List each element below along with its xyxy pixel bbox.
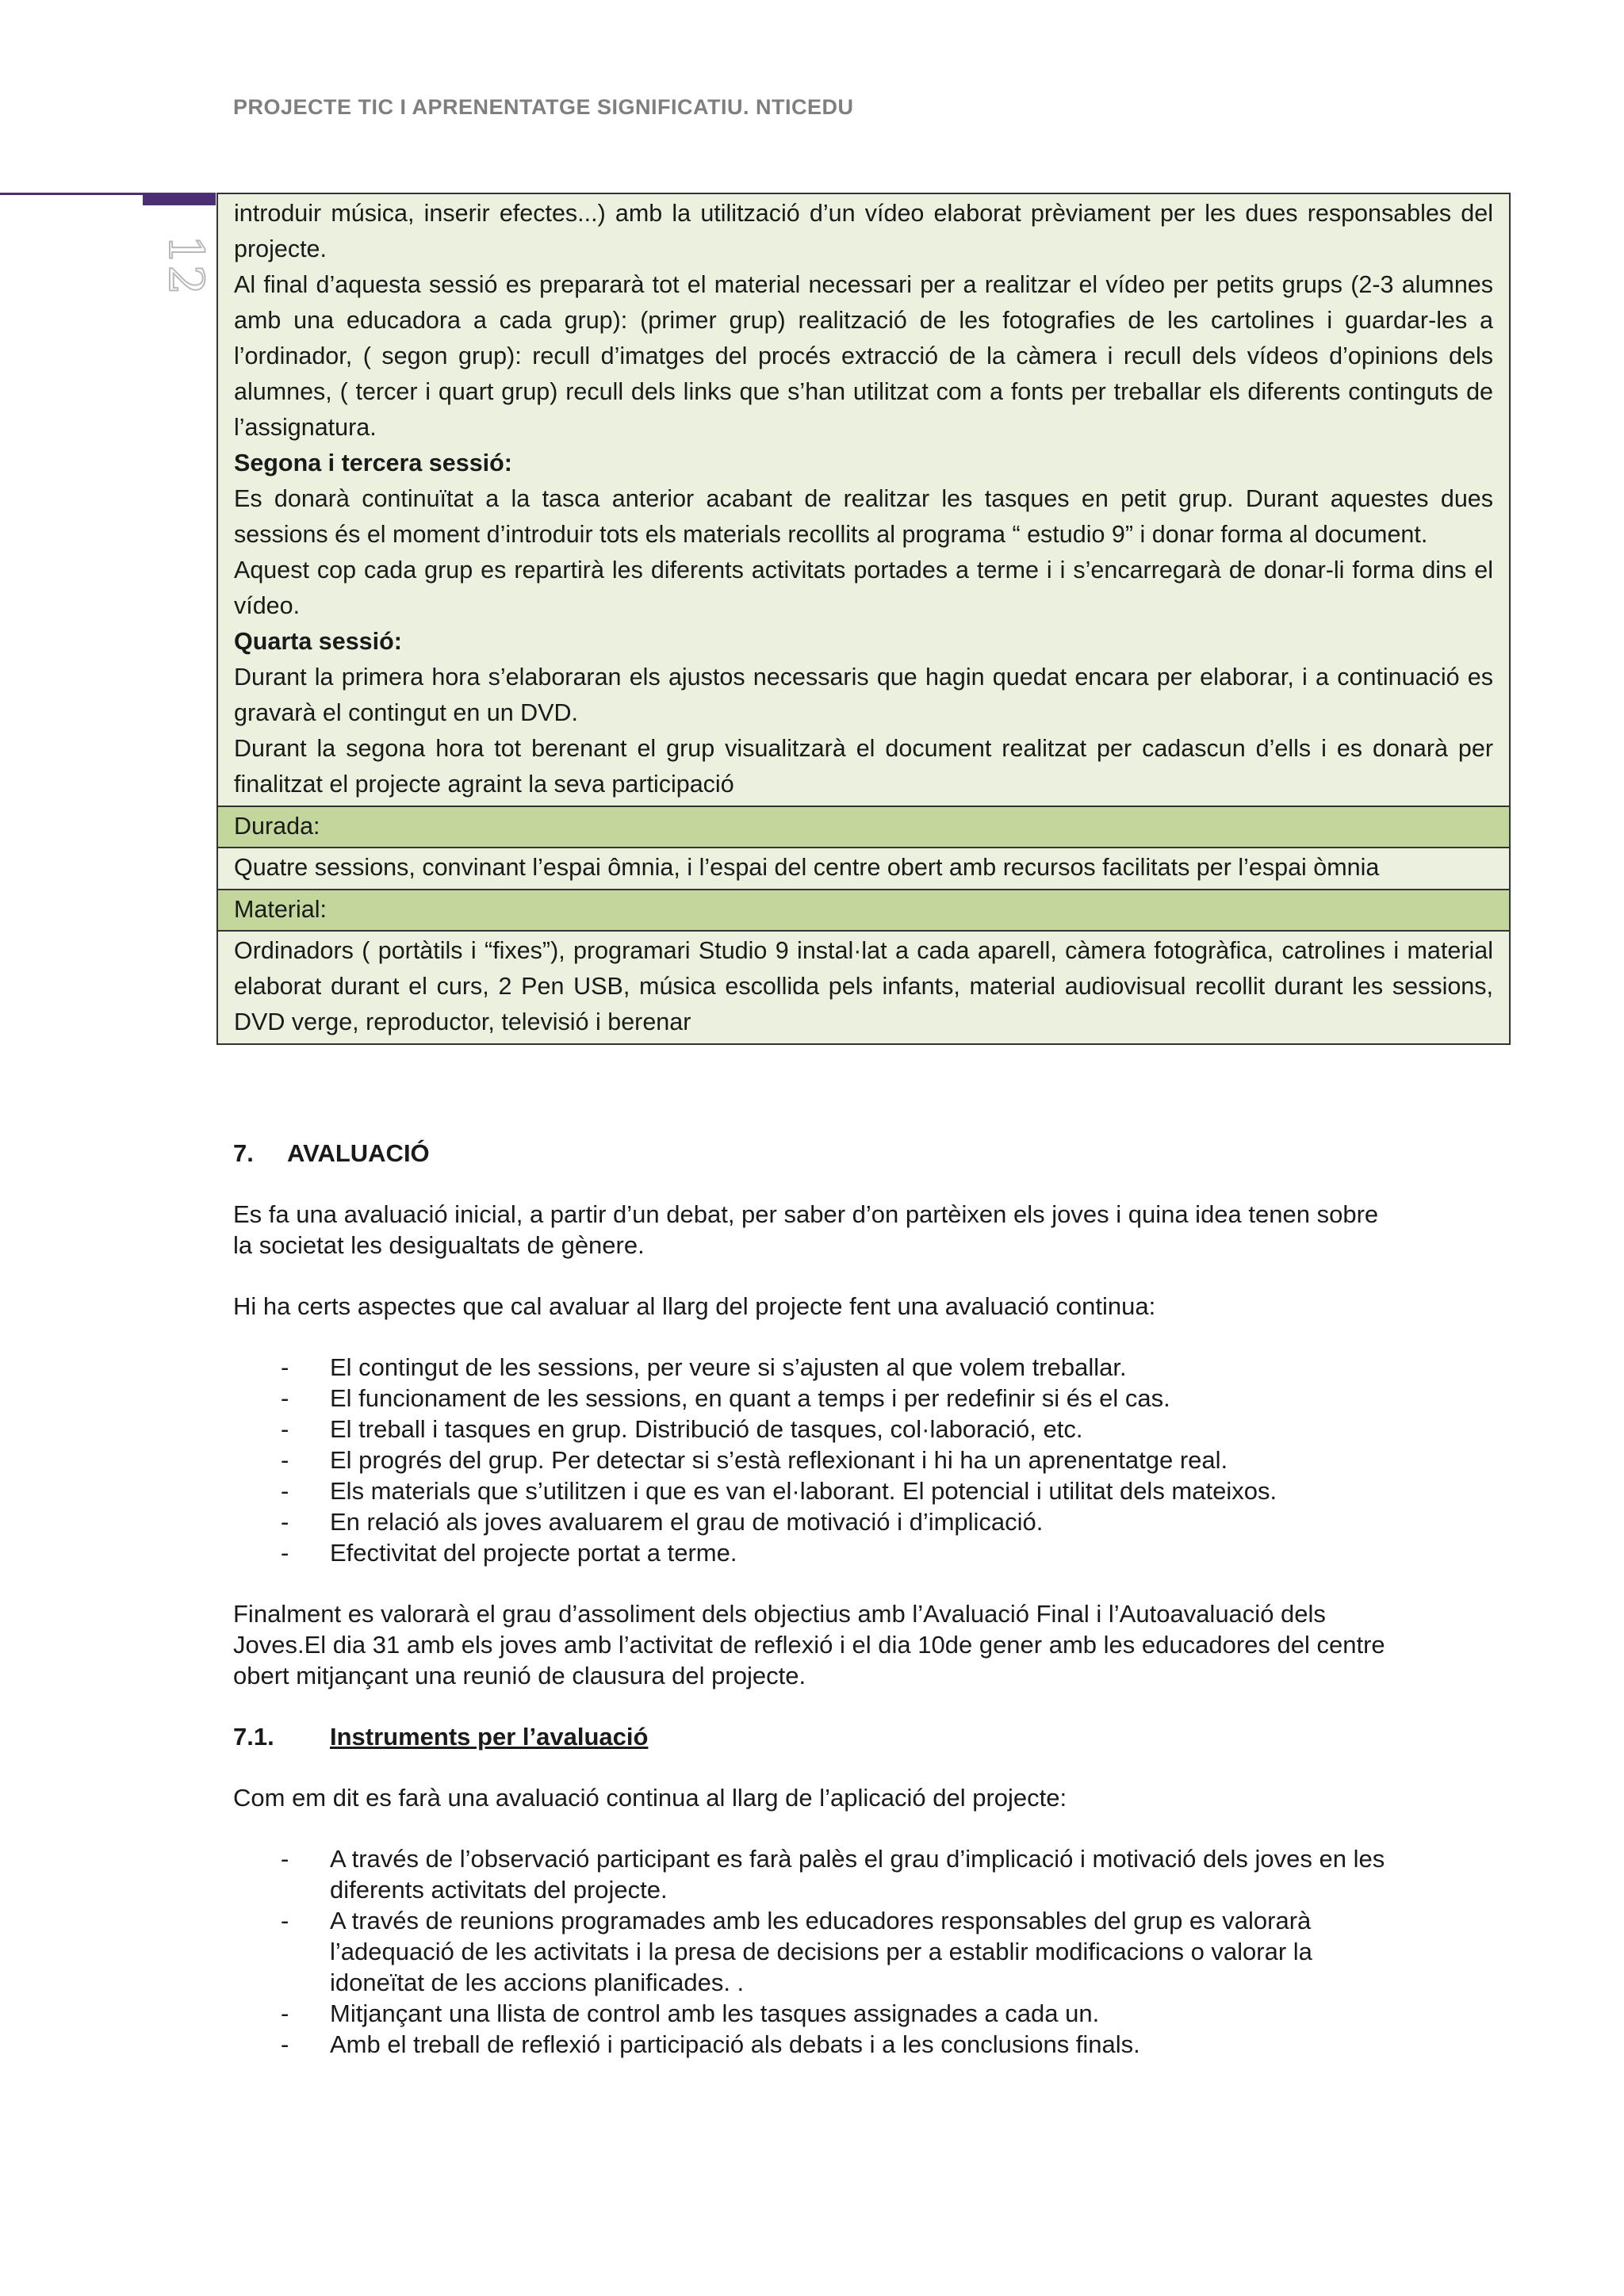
session-title: Quarta sessió: [234,628,402,655]
page-number: 12 [158,235,213,296]
section-paragraph: Es fa una avaluació inicial, a partir d’un debat, per saber d’on partèixen els joves i quina idea tenen sobre la societat les desigualtats de gènere. [233,1200,1379,1259]
header-rule [0,193,143,195]
list-item: - El progrés del grup. Per detectar si s’està reflexionant i hi ha un aprenentatge real. [233,1445,1391,1475]
section-number: 7. [233,1139,254,1167]
section-7 [233,1138,1391,2060]
subsection-heading [233,1721,1391,1752]
session-title: Segona i tercera sessió: [234,450,512,476]
session-paragraph: Aquest cop cada grup es repartirà les diferents activitats portades a terme i i s’encarregarà de donar-li forma dins el vídeo. [234,557,1493,619]
description-cell [218,194,1509,807]
session-paragraph: Durant la segona hora tot berenant el grup visualitzarà el document realitzat per cadascun d’ells i es donarà per finalitzat el projecte agraint la seva participació [234,735,1493,798]
subsection-number: 7.1. [233,1723,274,1751]
description-paragraph: introduir música, inserir efectes...) amb la utilització d’un vídeo elaborat prèviament per les dues responsables del projecte. [234,200,1493,262]
list-item: - Mitjançant una llista de control amb les tasques assignades a cada un. [233,1998,1391,2029]
list-item: - El treball i tasques en grup. Distribució de tasques, col·laboració, etc. [233,1414,1391,1445]
description-paragraph: Al final d’aquesta sessió es prepararà tot el material necessari per a realitzar el vídeo per petits grups (2-3 alumnes amb una educadora a cada grup): (primer grup) realització de les fotografies de les cartolines i guardar-les a l’ordinador, ( segon grup): recull d’imatges del procés extracció de la càmera i recull dels vídeos d’opinions dels alumnes, ( tercer i quart grup) recull dels links que s’han utilitzat com a fonts per treballar els diferents continguts de l’assignatura. [234,271,1493,441]
page-number-tab [143,193,216,205]
evaluation-list [233,1352,1391,1568]
page-header: PROJECTE TIC I APRENENTATGE SIGNIFICATIU. NTICEDU [233,95,854,119]
material-header: Material: [218,890,1509,932]
list-item: - El funcionament de les sessions, en quant a temps i per redefinir si és el cas. [233,1383,1391,1414]
list-item: - Efectivitat del projecte portat a terme. [233,1537,1391,1568]
subsection-title: Instruments per l’avaluació [330,1723,649,1751]
list-item: - A través de l’observació participant es farà palès el grau d’implicació i motivació dels joves en les diferents activitats del projecte. [233,1843,1391,1905]
list-item: - Els materials que s’utilitzen i que es van el·laborant. El potencial i utilitat dels mateixos. [233,1475,1391,1506]
duration-cell: Quatre sessions, convinant l’espai ômnia, i l’espai del centre obert amb recursos facilitats per l’espai òmnia [218,848,1509,890]
section-title: AVALUACIÓ [287,1139,430,1167]
duration-header: Durada: [218,807,1509,848]
section-paragraph: Finalment es valorarà el grau d’assoliment dels objectius amb l’Avaluació Final i l’Autoavaluació dels Joves.El dia 31 amb els joves amb l’activitat de reflexió i el dia 10de gener amb les educadores del centre obert mitjançant una reunió de clausura del projecte. [233,1600,1385,1689]
session-paragraph: Durant la primera hora s’elaboraran els ajustos necessaris que hagin quedat encara per elaborar, i a continuació es gravarà el contingut en un DVD. [234,664,1493,726]
list-item: - El contingut de les sessions, per veure si s’ajusten al que volem treballar. [233,1352,1391,1383]
section-heading [233,1138,1391,1169]
list-item: - Amb el treball de reflexió i participació als debats i a les conclusions finals. [233,2029,1391,2060]
list-item: - A través de reunions programades amb les educadores responsables del grup es valorarà l’adequació de les activitats i la presa de decisions per a establir modificacions o valorar la idoneïtat de les accions planificades. . [233,1905,1391,1998]
section-paragraph: Com em dit es farà una avaluació continua al llarg de l’aplicació del projecte: [233,1784,1067,1812]
material-cell: Ordinadors ( portàtils i “fixes”), programari Studio 9 instal·lat a cada aparell, càmera fotogràfica, catrolines i material elaborat durant el curs, 2 Pen USB, música escollida pels infants, material audiovisual recollit durant les sessions, DVD verge, reproductor, televisió i berenar [218,932,1509,1045]
activity-table [216,193,1511,1045]
instruments-list [233,1843,1391,2060]
section-paragraph: Hi ha certs aspectes que cal avaluar al llarg del projecte fent una avaluació continua: [233,1292,1156,1320]
list-item: - En relació als joves avaluarem el grau de motivació i d’implicació. [233,1506,1391,1537]
session-paragraph: Es donarà continuïtat a la tasca anterior acabant de realitzar les tasques en petit grup. Durant aquestes dues sessions és el moment d’introduir tots els materials recollits al programa “ estudio 9” i donar forma al document. [234,485,1493,548]
